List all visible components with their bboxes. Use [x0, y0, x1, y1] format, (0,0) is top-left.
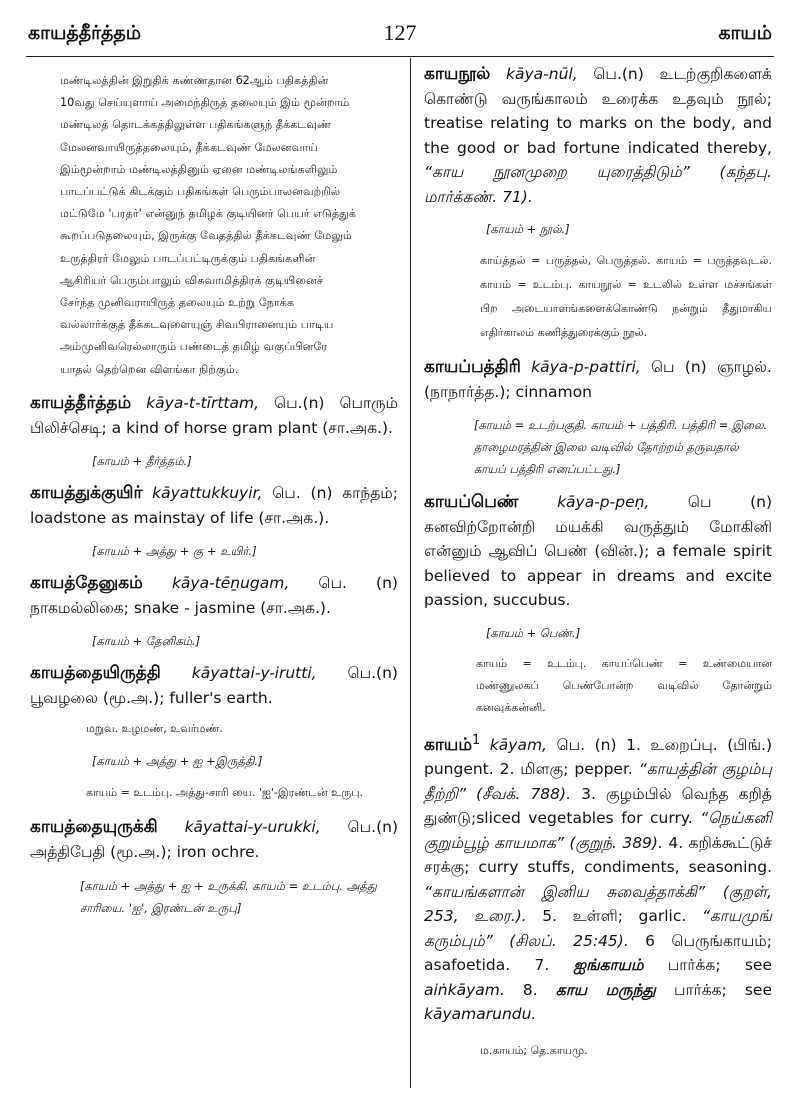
transliteration: kāyattai-y-irutti,	[191, 663, 317, 682]
sense-text: 8.	[522, 980, 538, 999]
header-rule	[26, 56, 774, 57]
cross-reference: ஐங்காயம்	[573, 956, 644, 975]
quote-line: மட்டுமே 'பரதர்' என்னுந் தமிழக் குடியினர் பெயர் எடுத்துக்	[60, 207, 357, 221]
quote-line: வல்லார்க்குத் தீக்கடவுளையுஞ் சிவபிரானையும் பாடிய	[60, 318, 334, 332]
transliteration: kāya-p-peṇ,	[557, 493, 650, 511]
definition: பெ (n) கனவிற்றோன்றி மயக்கி வருத்தும் மோகினி என்னும் ஆவிப் பெண் (வின்.); a female spirit believed to appear in dreams and excite passion, succubus.	[424, 493, 772, 609]
dictionary-entry	[424, 355, 772, 404]
page-number: 127	[383, 20, 417, 45]
dictionary-entry	[30, 661, 398, 711]
continued-quotation	[60, 70, 398, 381]
dictionary-entry	[424, 729, 772, 1027]
quotation: “காய நூனமுறை யுரைத்திடும்”	[424, 163, 690, 181]
etymology: [காயம் + தீர்த்தம்.]	[92, 453, 192, 468]
headword: காயம்	[424, 734, 473, 755]
column-divider	[410, 58, 411, 1088]
definition: பெ.(n) அத்திபேதி (மூ.அ.); iron ochre.	[30, 817, 398, 861]
etymology: [காயம் = உடற்பகுதி. காயம் + பத்திரி. பத்திரி = இலை. தாழைமரத்தின் இலை வடிவில் தோற்றம் தருவதால் காயப் பத்திரி எனப்பட்டது.]	[474, 418, 768, 476]
explanatory-note: காய்த்தல் = பருத்தல், பெருத்தல். காயம் = பருத்தவுடல். காயம் = உடம்பு. காயநூல் = உடலில் உள்ள மச்சங்கள் பிற அடையாளங்களைக்கொண்டு நன்றும் தீதுமாகிய எதிர்காலம் கணித்துரைக்கும் நூல்.	[480, 254, 772, 339]
dictionary-entry	[424, 62, 772, 209]
quote-line: யாதல் தெற்றென விளங்கா நிற்கும்.	[60, 362, 239, 376]
quote-line: மண்டிலத் தொடக்கத்திலுள்ள பதிகங்களுந் தீக்கடவுண்	[60, 118, 332, 132]
citation: (சிலப். 25:45).	[509, 931, 629, 950]
quotation: “காயத்தின் குழம்பு தீற்றி”	[424, 760, 773, 803]
etymology: [காயம் + அத்து + ஐ +இருத்தி.]	[92, 753, 263, 768]
quote-line: 10வது செய்யுளாய் அமைந்திருத் தலையும் இம் மூன்றாம்	[60, 96, 350, 110]
sense-text: 5. உள்ளி; garlic.	[542, 907, 687, 926]
dictionary-entry	[424, 490, 772, 613]
citation: (சீவக். 788).	[476, 784, 572, 803]
quotation: “நெய்கனி குறும்பூழ் காயமாக”	[424, 809, 772, 852]
headword: காயநூல்	[424, 64, 491, 84]
cross-reference-translit: aiṅkāyam.	[424, 980, 505, 999]
dictionary-entry	[30, 571, 398, 621]
citation: (குறள், 253, உரை.).	[424, 882, 772, 926]
transliteration: kāya-t-tīrttam,	[146, 393, 260, 412]
cognates: ம.காயம்; தெ.காயமு.	[480, 1043, 588, 1057]
page-header	[28, 22, 772, 56]
definition: பெ.(n) பொரும் பிலிச்செடி; a kind of horse gram plant (சா.அக.).	[30, 393, 398, 437]
etymology: [காயம் + பெண்.]	[486, 625, 581, 640]
quote-line: கூறப்படுதலையும், இருக்கு வேதத்தில் தீக்கடவுண் மேலும்	[60, 229, 352, 243]
definition: பெ.(n) உடற்குறிகளைக் கொண்டு வருங்காலம் உரைக்க உதவும் நூல்; treatise relating to marks on the body, and the good or bad fortune indicated thereby,	[424, 65, 772, 157]
headword: காயத்தையிருத்தி	[30, 662, 161, 683]
quote-line: மேலனவாயிருத்தலையும், தீக்கடவுண் மேலனவாய்	[60, 140, 318, 154]
definition: பெ.(n) பூவழலை (மூ.அ.); fuller's earth.	[30, 663, 398, 707]
quotation: “காயங்களான் இனிய சுவைத்தாக்கி”	[424, 882, 705, 901]
definition: பெ. (n) நாகமல்லிகை; snake - jasmine (சா.அக.).	[30, 573, 398, 617]
transliteration: kāyattukkuyir,	[152, 483, 263, 502]
cross-reference-translit: kāyamarundu.	[424, 1005, 537, 1024]
headword: காயத்தையுருக்கி	[30, 816, 158, 837]
headword: காயத்தேனுகம்	[30, 572, 143, 593]
running-head-left: காயத்தீர்த்தம்	[28, 22, 142, 44]
homonym-number: 1	[472, 732, 481, 748]
headword: காயப்பெண்	[424, 492, 519, 512]
sense-text: பெ. (n) 1. உறைப்பு. (பிங்.) pungent. 2. மிளகு; pepper.	[424, 735, 772, 779]
citation: (குறுந். 389).	[569, 833, 663, 852]
quote-line: இம்மூன்றாம் மண்டிலத்தினும் ஏனை மண்டிலங்களிலும்	[60, 162, 338, 176]
quote-line: உருத்திரர் மேலும் பாடப்பட்டிருக்கும் பதிகங்களின்	[60, 251, 316, 265]
citation: (கந்தபு. மார்க்கண். 71).	[424, 163, 772, 206]
etymology: [காயம் + தேனிகம்.]	[92, 633, 201, 648]
explanatory-note: காயம் = உடம்பு. அத்து-சாரி யை. 'ஐ'-இரண்டன் உருபு.	[86, 785, 364, 799]
sense-text: பார்க்க; see	[673, 980, 772, 999]
transliteration: kāyam,	[489, 735, 547, 754]
transliteration: kāyattai-y-urukki,	[184, 817, 321, 836]
quotation: “காயமுங் கரும்பும்”	[424, 907, 772, 950]
definition: பெ (n) ஞாழல். (நாநார்த்த.); cinnamon	[424, 358, 772, 401]
dictionary-entry	[30, 391, 398, 441]
transliteration: kāya-tēṉugam,	[171, 573, 290, 592]
dictionary-entry	[30, 815, 398, 865]
sense-text: 4. கறிக்கூட்டுச் சரக்கு; curry stuffs, condiments, seasoning.	[424, 833, 772, 877]
dictionary-entry	[30, 481, 398, 531]
running-head-right: காயம்	[718, 22, 772, 44]
synonyms: மறுவ. உழமண், உவர்மண்.	[86, 721, 223, 735]
etymology: [காயம் + நூல்.]	[486, 222, 570, 236]
right-column	[424, 62, 772, 1069]
cross-reference: காய மருந்து	[555, 980, 656, 999]
quote-line: சேர்ந்த முனிவராயிருத் தலையும் உற்று நோக்க	[60, 296, 295, 310]
quote-line: ஆசிரியர் பெரும்பாலும் விசுவாமித்திரக் குடியினைச்	[60, 273, 324, 287]
headword: காயப்பத்திரி	[424, 357, 521, 377]
sense-text: பார்க்க; see	[667, 956, 773, 975]
sense-text: 3. குழம்பில் வெந்த கறித் துண்டு;sliced vegetables for curry.	[424, 784, 772, 828]
definition: பெ. (n) காந்தம்; loadstone as mainstay of life (சா.அக.).	[30, 483, 398, 527]
headword: காயத்தீர்த்தம்	[30, 392, 132, 413]
etymology: [காயம் + அத்து + ஐ + உருக்கி. காயம் = உடம்பு. அத்து சாரியை. 'ஐ', இரண்டன் உருபு]	[80, 878, 377, 915]
quote-line: அம்முனிவரெல்லாரும் பண்டைத் தமிழ் வகுப்பினரே	[60, 340, 328, 354]
sense-text: 6 பெருங்காயம்; asafoetida. 7.	[424, 931, 772, 975]
quote-line: பாடப்பட்டுக் கிடக்கும் பதிகங்கள் பெரும்பாலனவற்றில்	[60, 185, 341, 199]
left-column	[30, 62, 398, 929]
transliteration: kāya-nūl,	[506, 65, 578, 83]
transliteration: kāya-p-pattiri,	[531, 358, 641, 376]
explanatory-note: காயம் = உடம்பு. காயப்பெண் = உண்மையான மண்ணுலகப் பெண்போன்ற வடிவில் தோன்றும் கனவுக்கன்னி.	[476, 656, 772, 714]
quote-line: மண்டிலத்தின் இறுதிக் கண்ணதான 62ஆம் பதிகத்தின்	[60, 74, 329, 87]
headword: காயத்துக்குயிர்	[30, 482, 143, 503]
etymology: [காயம் + அத்து + கு + உயிர்.]	[92, 543, 257, 558]
